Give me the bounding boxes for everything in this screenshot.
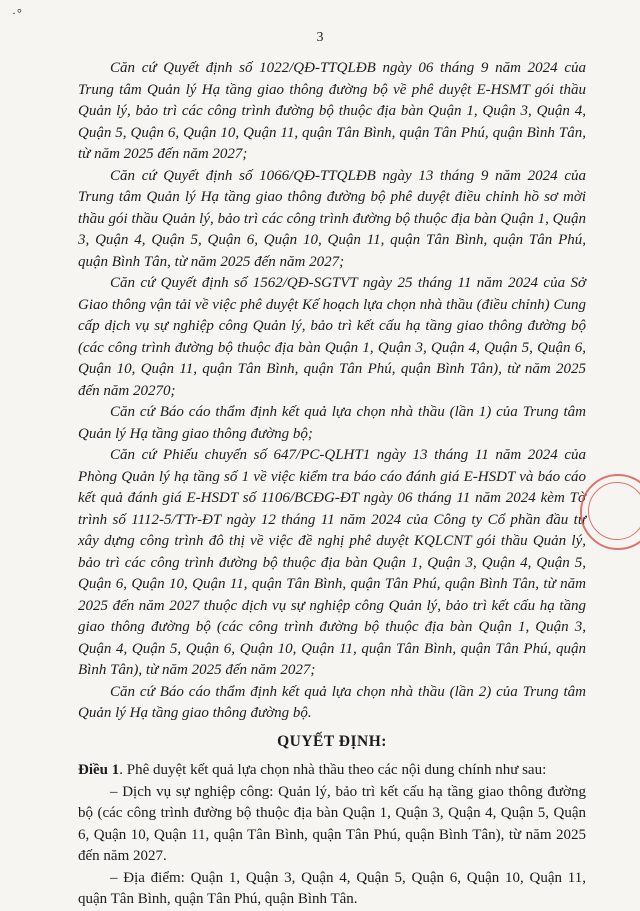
article-1 bbox=[78, 760, 586, 782]
article-1-text: . Phê duyệt kết quả lựa chọn nhà thầu theo các nội dung chính như sau: bbox=[119, 762, 547, 778]
article-1-label: Điều 1 bbox=[78, 762, 120, 778]
legal-basis-paragraph: Căn cứ Quyết định số 1562/QĐ-SGTVT ngày 25 tháng 11 năm 2024 của Sở Giao thông vận tải về việc phê duyệt Kế hoạch lựa chọn nhà thầu (điều chỉnh) Cung cấp dịch vụ sự nghiệp công Quản lý, bảo trì kết cấu hạ tầng giao thông đường bộ (các công trình đường bộ thuộc địa bàn Quận 1, Quận 3, Quận 4, Quận 5, Quận 6, Quận 10, Quận 11, quận Tân Bình, quận Tân Phú, quận Bình Tân), từ năm 2025 đến năm 20270; bbox=[78, 275, 586, 399]
legal-basis-paragraph: Căn cứ Báo cáo thẩm định kết quả lựa chọn nhà thầu (lần 1) của Trung tâm Quản lý Hạ tầng giao thông đường bộ; bbox=[78, 404, 586, 442]
article-1-bullet: – Dịch vụ sự nghiệp công: Quản lý, bảo trì kết cấu hạ tầng giao thông đường bộ (các công trình đường bộ thuộc địa bàn Quận 1, Quận 3, Quận 4, Quận 5, Quận 6, Quận 10, Quận 11, quận Tân Bình, quận Tân Phú, quận Bình Tân), từ năm 2025 đến năm 2027. bbox=[78, 783, 586, 864]
article-1-bullet: – Địa điểm: Quận 1, Quận 3, Quận 4, Quận 5, Quận 6, Quận 10, Quận 11, quận Tân Bình, quận Tân Phú, quận Bình Tân. bbox=[78, 869, 586, 907]
official-seal-stamp bbox=[580, 474, 640, 550]
corner-mark: ·° bbox=[12, 6, 23, 20]
legal-basis-paragraph: Căn cứ Quyết định số 1066/QĐ-TTQLĐB ngày 13 tháng 9 năm 2024 của Trung tâm Quản lý Hạ tầng giao thông đường bộ phê duyệt điều chỉnh hồ sơ mời thầu gói thầu Quản lý, bảo trì các công trình đường bộ thuộc địa bàn Quận 1, Quận 3, Quận 4, Quận 5, Quận 6, Quận 10, Quận 11, quận Tân Bình, quận Tân Phú, quận Bình Tân, từ năm 2025 đến năm 2027; bbox=[78, 167, 586, 270]
legal-basis-paragraph: Căn cứ Quyết định số 1022/QĐ-TTQLĐB ngày 06 tháng 9 năm 2024 của Trung tâm Quản lý Hạ tầng giao thông đường bộ về phê duyệt E-HSMT gói thầu Quản lý, bảo trì các công trình đường bộ thuộc địa bàn Quận 1, Quận 3, Quận 4, Quận 5, Quận 6, Quận 10, Quận 11, quận Tân Bình, quận Tân Phú, quận Bình Tân, từ năm 2025 đến năm 2027; bbox=[78, 60, 586, 162]
legal-basis-paragraph: Căn cứ Phiếu chuyển số 647/PC-QLHT1 ngày 13 tháng 11 năm 2024 của Phòng Quản lý hạ tầng số 1 về việc kiểm tra báo cáo đánh giá E-HSDT và báo cáo kết quả đánh giá E-HSDT số 1106/BCĐG-ĐT ngày 06 tháng 11 năm 2024 kèm Tờ trình số 1112-5/TTr-ĐT ngày 12 tháng 11 năm 2024 của Công ty Cổ phần đầu tư xây dựng công trình đô thị về việc đề nghị phê duyệt KQLCNT gói thầu Quản lý, bảo trì các công trình đường bộ thuộc địa bàn Quận 1, Quận 3, Quận 4, Quận 5, Quận 6, Quận 10, Quận 11, quận Tân Bình, quận Tân Phú, quận Bình Tân, từ năm 2025 đến năm 2027 thuộc dịch vụ sự nghiệp công Quản lý, bảo trì kết cấu hạ tầng giao thông đường bộ (các công trình đường bộ thuộc địa bàn Quận 1, Quận 3, Quận 4, Quận 5, Quận 6, Quận 10, Quận 11, quận Tân Bình, quận Tân Phú, quận Bình Tân), từ năm 2025 đến năm 2027; bbox=[78, 447, 586, 678]
document-body bbox=[78, 58, 586, 911]
decision-heading: QUYẾT ĐỊNH: bbox=[277, 732, 387, 750]
seal-inner-ring bbox=[588, 482, 640, 540]
legal-basis-paragraph: Căn cứ Báo cáo thẩm định kết quả lựa chọn nhà thầu (lần 2) của Trung tâm Quản lý Hạ tầng giao thông đường bộ. bbox=[78, 683, 586, 721]
page-number: 3 bbox=[316, 30, 324, 45]
